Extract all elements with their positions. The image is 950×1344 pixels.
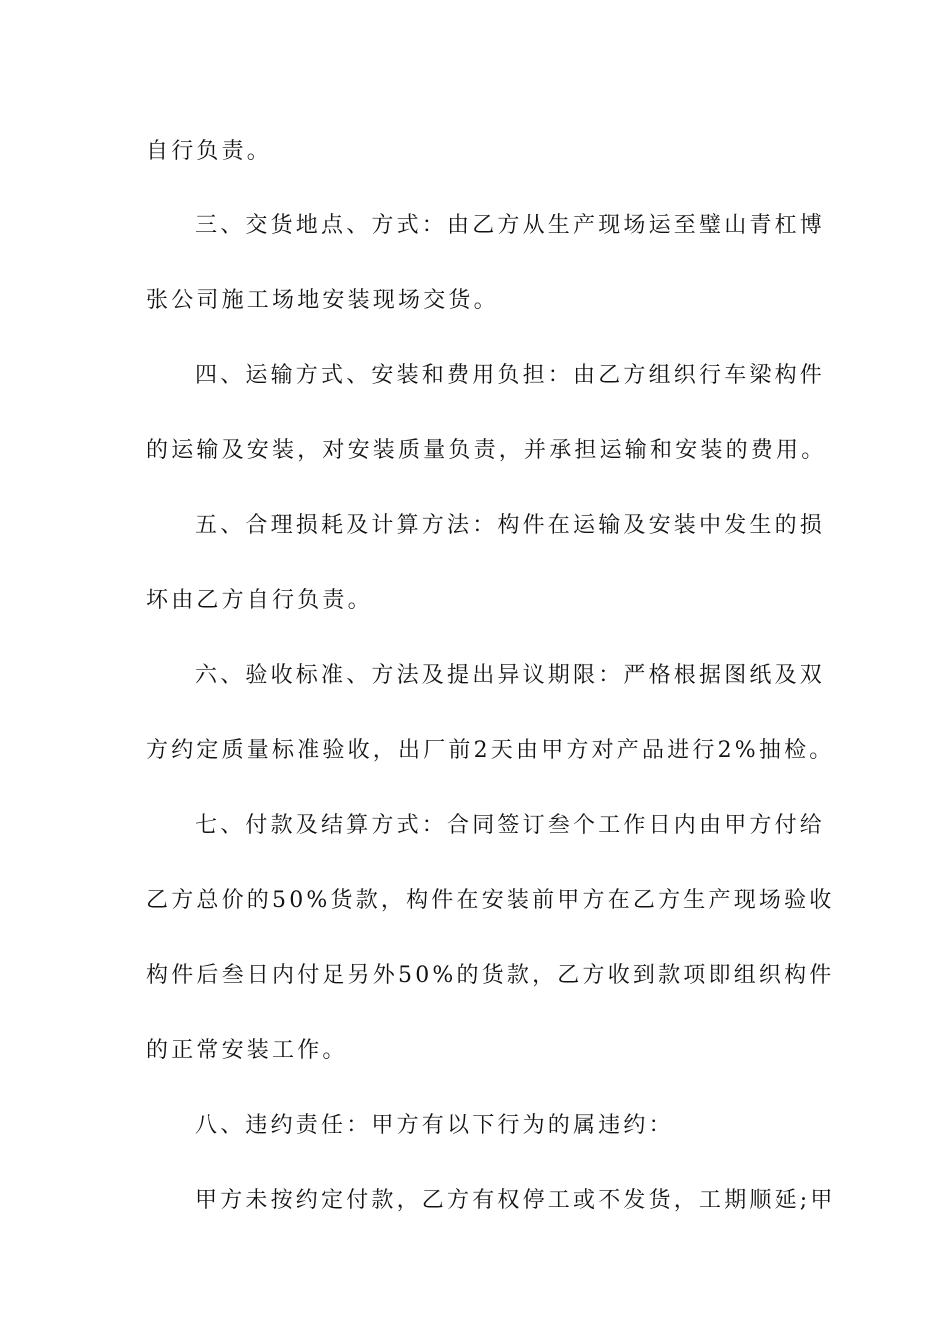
clause-8-heading-line: 八、违约责任：甲方有以下行为的属违约： xyxy=(195,1113,674,1138)
text-line-5: 的运输及安装，对安装质量负责，并承担运输和安装的费用。 xyxy=(146,438,827,463)
text-line-11: 乙方总价的50%货款，构件在安装前甲方在乙方生产现场验收 xyxy=(146,888,835,913)
clause-6-heading-line: 六、验收标准、方法及提出异议期限：严格根据图纸及双 xyxy=(195,663,826,688)
text-line-15: 甲方未按约定付款，乙方有权停工或不发货，工期顺延;甲 xyxy=(195,1188,836,1213)
text-line-13: 的正常安装工作。 xyxy=(146,1038,348,1063)
clause-7-heading-line: 七、付款及结算方式：合同签订叁个工作日内由甲方付给 xyxy=(195,813,826,838)
text-line-12: 构件后叁日内付足另外50%的货款，乙方收到款项即组织构件 xyxy=(146,963,835,988)
text-line-7: 坏由乙方自行负责。 xyxy=(146,588,373,613)
text-line-1: 自行负责。 xyxy=(146,139,273,164)
text-line-3: 张公司施工场地安装现场交货。 xyxy=(146,288,499,313)
clause-4-heading-line: 四、运输方式、安装和费用负担：由乙方组织行车梁构件 xyxy=(195,363,826,388)
clause-3-heading-line: 三、交货地点、方式：由乙方从生产现场运至璧山青杠博 xyxy=(195,213,826,238)
clause-5-heading-line: 五、合理损耗及计算方法：构件在运输及安装中发生的损 xyxy=(195,513,826,538)
text-line-9: 方约定质量标准验收，出厂前2天由甲方对产品进行2%抽检。 xyxy=(146,738,835,763)
